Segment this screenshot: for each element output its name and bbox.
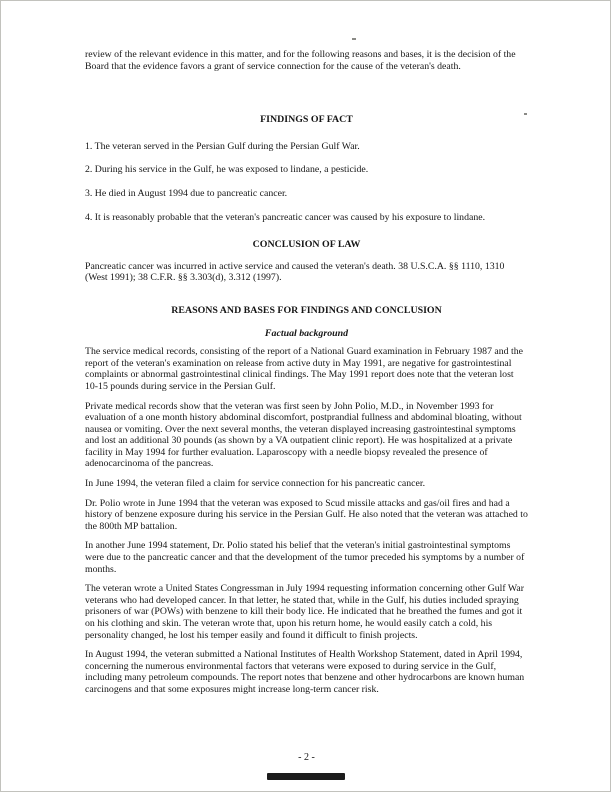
conclusion-paragraph: Pancreatic cancer was incurred in active service and caused the veteran's death. 38 U.S.C.A. §§ 1110, 1310 (West 1991); 38 C.F.R. §§ 3.303(d), 3.312 (1997).: [85, 260, 505, 284]
finding-item-3: 3. He died in August 1994 due to pancreatic cancer.: [85, 187, 288, 199]
scan-speck: [352, 38, 356, 40]
conclusion-of-law-heading: CONCLUSION OF LAW: [252, 239, 361, 251]
finding-item-1: 1. The veteran served in the Persian Gulf during the Persian Gulf War.: [85, 140, 360, 152]
body-paragraph-5: In another June 1994 statement, Dr. Polio stated his belief that the veteran's initial gastrointestinal symptoms were due to the pancreatic cancer and that the development of the tumor preceded his symptoms by a number of months.: [85, 540, 525, 575]
finding-item-4: 4. It is reasonably probable that the veteran's pancreatic cancer was caused by his exposure to lindane.: [85, 211, 486, 223]
body-paragraph-1: The service medical records, consisting of the report of a National Guard examination in February 1987 and the report of the veteran's examination on release from active duty in May 1991, are negative for gastrointestinal complaints or abnormal gastrointestinal clinical findings. The May 1991 report does note that the veteran lost 10-15 pounds during service in the Persian Gulf.: [85, 346, 523, 392]
body-paragraph-6: The veteran wrote a United States Congressman in July 1994 requesting information concerning other Gulf War veterans who had developed cancer. In that letter, he stated that, while in the Gulf, his duties included spraying prisoners of war (POWs) with benzene to kill their body lice. He indicated that he breathed the fumes and got it on his clothing and skin. The veteran wrote that, upon his return home, he would easily catch a cold, his personality changed, he lost his temper easily and found it difficult to finish projects.: [85, 583, 524, 641]
intro-paragraph: review of the relevant evidence in this matter, and for the following reasons and bases, it is the decision of the Board that the evidence favors a grant of service connection for the cause of the veteran's death.: [85, 49, 516, 72]
body-paragraph-2: Private medical records show that the veteran was first seen by John Polio, M.D., in November 1993 for evaluation of a one month history abdominal discomfort, postprandial fullness and abdominal bloating, without nausea or vomiting. Over the next several months, the veteran displayed increasing gastrointestinal symptoms and lost an additional 30 pounds (as shown by a VA outpatient clinic report). He was hospitalized at a private facility in May 1994 for further evaluation. Laparoscopy with a needle biopsy revealed the presence of adenocarcinoma of the pancreas.: [85, 400, 522, 470]
factual-background-subheading: Factual background: [264, 327, 349, 339]
findings-of-fact-heading: FINDINGS OF FACT: [260, 114, 353, 126]
body-paragraph-4: Dr. Polio wrote in June 1994 that the veteran was exposed to Scud missile attacks and gas/oil fires and had a history of benzene exposure during his service in the Persian Gulf. He also noted that the veteran was attached to the 800th MP battalion.: [85, 497, 528, 532]
page-number: - 2 -: [298, 752, 315, 763]
reasons-and-bases-heading: REASONS AND BASES FOR FINDINGS AND CONCLUSION: [171, 304, 442, 316]
scan-artifact-bar: [267, 773, 345, 780]
scan-speck: [524, 113, 527, 115]
body-paragraph-3: In June 1994, the veteran filed a claim for service connection for his pancreatic cancer.: [85, 478, 426, 490]
finding-item-2: 2. During his service in the Gulf, he was exposed to lindane, a pesticide.: [85, 164, 369, 176]
body-paragraph-7: In August 1994, the veteran submitted a National Institutes of Health Workshop Statement, dated in April 1994, concerning the numerous environmental factors that veterans were exposed to during service in the Gulf, including many petroleum compounds. The report notes that benzene and other hydrocarbons are known human carcinogens and that some exposures might increase long-term cancer risk.: [85, 649, 525, 695]
